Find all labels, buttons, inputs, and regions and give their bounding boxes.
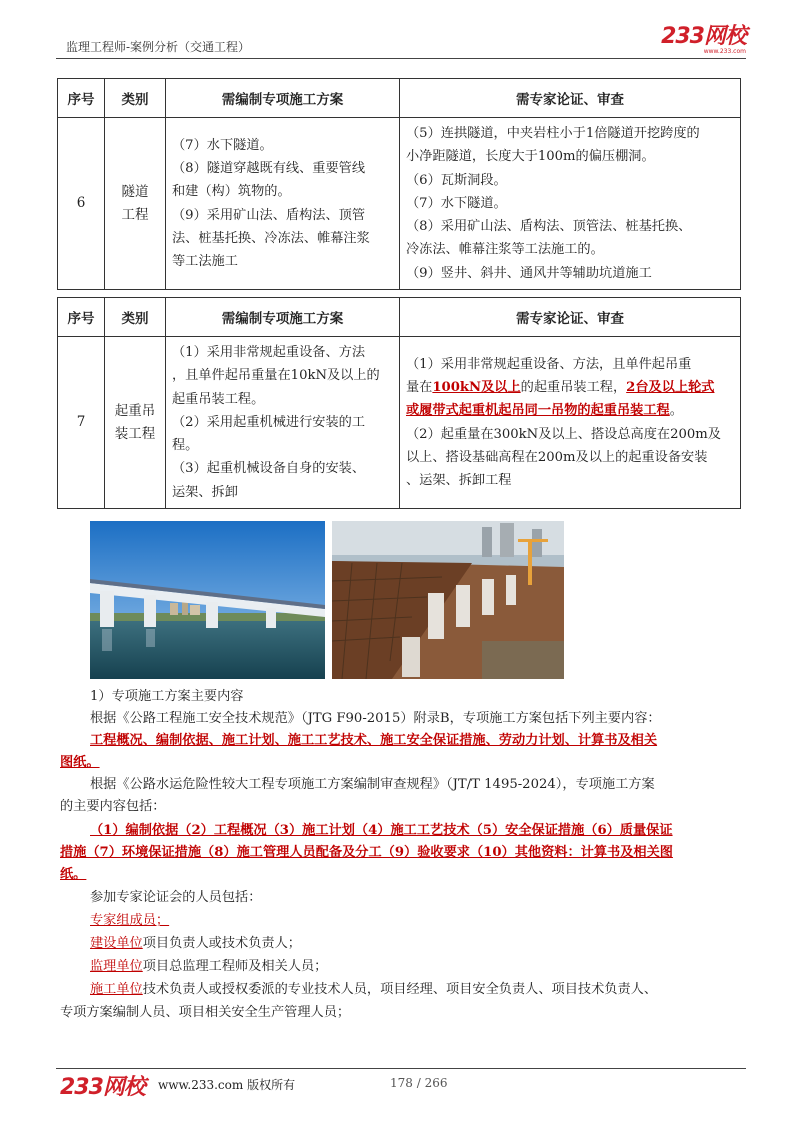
construction-photo [332,521,564,679]
footer-site: www.233.com 版权所有 [158,1078,296,1092]
spec-table-lifting [57,297,741,509]
emphasis-text: 纸。 [60,867,87,882]
page-header [56,24,746,58]
document-title: 监理工程师-案例分析（交通工程） [66,40,251,54]
footer-logo: 233网校 [60,1075,145,1100]
row-category: 隧道 工程 [105,118,166,290]
emphasis-text: 图纸。 [60,755,100,770]
header-num: 序号 [58,298,105,337]
row-category: 起重吊 装工程 [105,337,166,509]
review-line: （6）瓦斯洞段。 [406,172,507,188]
review-line: 冷冻法、帷幕注浆等工法施工的。 [406,242,604,258]
plan-line: （3）起重机械设备自身的安装、 [172,461,366,477]
paragraph: 参加专家论证会的人员包括： [90,890,262,905]
emphasis-text: 工程概况、编制依据、施工计划、施工工艺技术、施工安全保证措施、劳动力计划、计算书及相关 [90,733,658,748]
review-line: 或履带式起重机起吊同一吊物的起重吊装工程。 [406,403,683,419]
table-row [58,337,741,509]
highlight-text: 或履带式起重机起吊同一吊物的起重吊装工程 [406,403,670,419]
highlight-text: 专家组成员； [90,913,170,928]
bridge-photo [90,521,325,679]
plan-line: （2）采用起重机械进行安装的工 [172,414,366,430]
emphasis-text: 措施（7）环境保证措施（8）施工管理人员配备及分工（9）验收要求（10）其他资料：计算书及相关图 [60,845,673,860]
plan-line: 和建（构）筑物的。 [172,184,291,200]
review-line: （9）竖井、斜井、通风井等辅助坑道施工 [406,265,652,281]
review-line: （1）采用非常规起重设备、方法，且单件起吊重 [406,356,692,372]
paragraph: 专项方案编制人员、项目相关安全生产管理人员； [60,1005,351,1020]
header-review: 需专家论证、审查 [400,79,741,118]
construction-photo-image [332,521,564,679]
plan-line: 法、桩基托换、冷冻法、帷幕注浆 [172,230,370,246]
highlight-text: 监理单位 [90,959,143,974]
table-row [58,118,741,290]
row-num: 7 [58,337,105,509]
header-category: 类别 [105,298,166,337]
plan-line: ，且单件起吊重量在10kN及以上的 [172,368,380,384]
header-plan: 需编制专项施工方案 [166,298,400,337]
header-rule [56,58,746,59]
body-content [60,686,740,1026]
review-line: （2）起重量在300kN及以上、搭设总高度在200m及 [406,426,721,442]
header-review: 需专家论证、审查 [400,298,741,337]
plan-line: （7）水下隧道。 [172,137,273,153]
review-line: （8）采用矿山法、盾构法、顶管法、桩基托换、 [406,219,692,235]
table-header-row [58,298,741,337]
logo-text: 233网校 [661,24,746,49]
review-line: 量在100kN及以上的起重吊装工程，2台及以上轮式 [406,379,715,395]
plan-line: （9）采用矿山法、盾构法、顶管 [172,207,366,223]
header-plan: 需编制专项施工方案 [166,79,400,118]
emphasis-text: （1）编制依据（2）工程概况（3）施工计划（4）施工工艺技术（5）安全保证措施（6）质量保证 [90,823,673,838]
page-footer [60,1072,740,1100]
highlight-text: 100kN及以上 [432,379,521,395]
review-line: 、运架、拆卸工程 [406,473,512,489]
bridge-photo-image [90,521,325,679]
row-review [400,337,741,509]
paragraph: 根据《公路水运危险性较大工程专项施工方案编制审查规程》（JT/T 1495-2024），专项施工方案 [90,777,655,792]
table-header-row [58,79,741,118]
review-line: （7）水下隧道。 [406,195,507,211]
review-line: 小净距隧道，长度大于100m的偏压棚洞。 [406,149,655,165]
brand-logo [661,26,746,55]
review-line: （5）连拱隧道，中夹岩柱小于1倍隧道开挖跨度的 [406,126,700,141]
row-plan [166,118,400,290]
plan-line: 程。 [172,438,199,454]
row-num: 6 [58,118,105,290]
review-line: 以上、搭设基础高程在200m及以上的起重设备安装 [406,449,708,465]
plan-line: （1）采用非常规起重设备、方法 [172,345,366,360]
logo-url: www.233.com [703,48,746,55]
highlight-text: 施工单位 [90,982,143,997]
paragraph: 根据《公路工程施工安全技术规范》（JTG F90-2015）附录B，专项施工方案包括下列主要内容： [90,711,661,726]
plan-line: （8）隧道穿越既有线、重要管线 [172,160,366,176]
plan-line: 运架、拆卸 [172,484,238,500]
page-number: 178 / 266 [390,1076,448,1090]
plan-line: 起重吊装工程。 [172,391,265,407]
plan-line: 等工法施工 [172,254,238,270]
section-heading: 1）专项施工方案主要内容 [90,689,244,704]
spec-table-tunnel [57,78,741,290]
paragraph: 施工单位技术负责人或授权委派的专业技术人员，项目经理、项目安全负责人、项目技术负责人、 [90,982,658,997]
paragraph: 监理单位项目总监理工程师及相关人员； [90,959,328,974]
paragraph [90,910,169,933]
highlight-text: 2台及以上轮式 [626,379,715,395]
paragraph: 建设单位项目负责人或技术负责人； [90,936,301,951]
paragraph: 的主要内容包括： [60,799,166,814]
highlight-text: 建设单位 [90,936,143,951]
row-plan [166,337,400,509]
header-category: 类别 [105,79,166,118]
header-num: 序号 [58,79,105,118]
row-review [400,118,741,290]
footer-rule [56,1068,746,1069]
